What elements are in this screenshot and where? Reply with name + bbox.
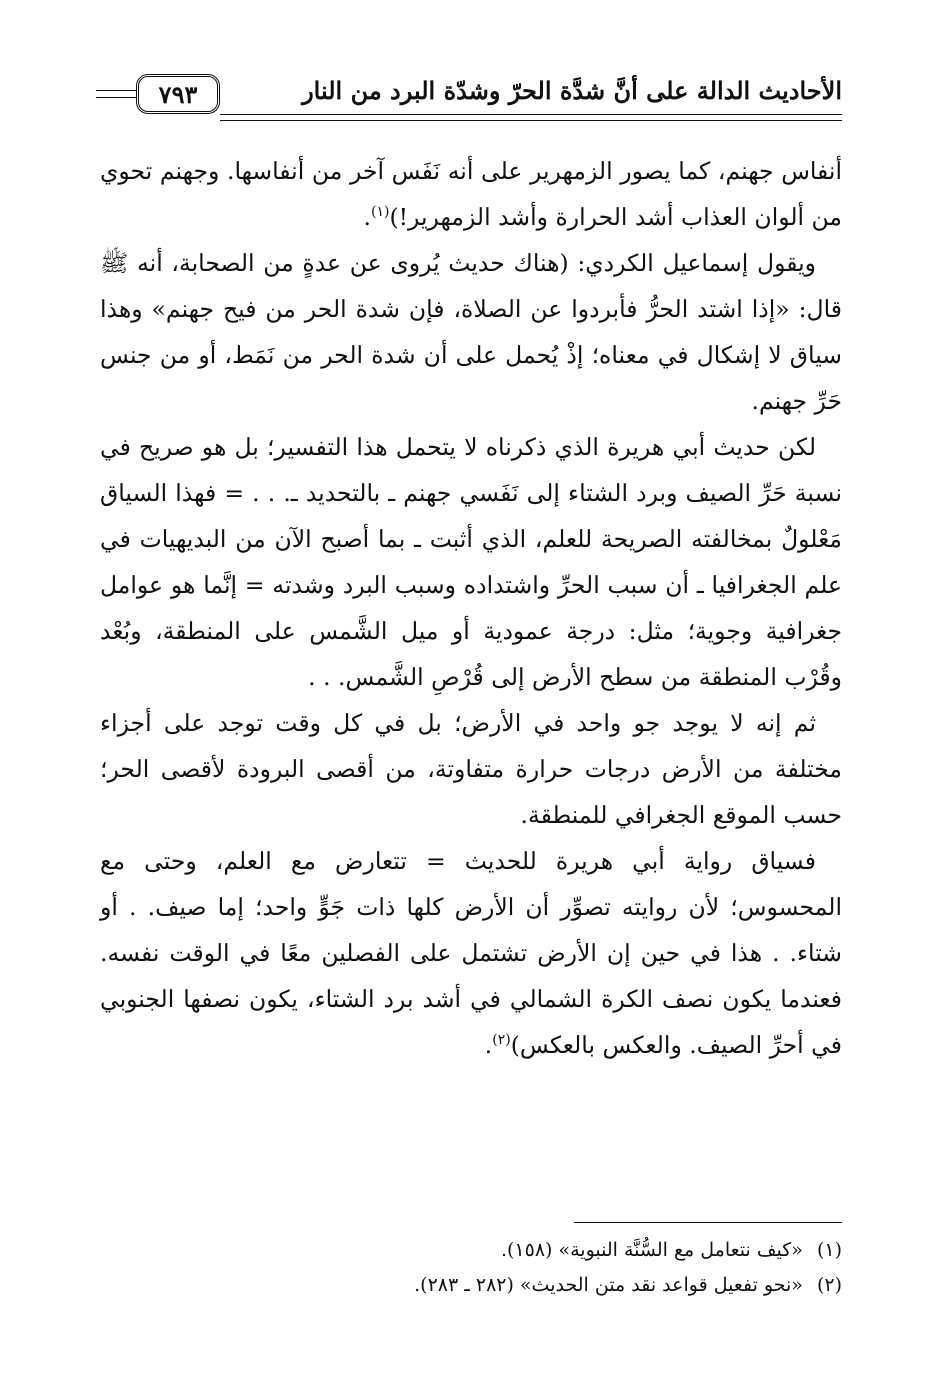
paragraph-5-text: فسياق رواية أبي هريرة للحديث = تتعارض مع العلم، وحتى مع المحسوس؛ لأن روايته تصوِّر أن الأرض كلها ذات جَوٍّ واحد؛ إما صيف. . أو شتاء. . هذا في حين إن الأرض تشتمل على الفصلين معًا في الوقت نفسه. فعندما يكون نصف الكرة الشمالي في أشد برد الشتاء، يكون نصفها الجنوبي في أحرِّ الصيف. والعكس بالعكس) (100, 847, 842, 1059)
footnote-1-text: «كيف نتعامل مع السُّنَّة النبوية» (١٥٨). (500, 1239, 803, 1261)
footnote-2-number: (٢) (816, 1274, 842, 1296)
paragraph-1 (100, 148, 842, 240)
running-header (96, 68, 842, 128)
footnote-2 (100, 1268, 842, 1303)
page-number-text: ٧٩٣ (158, 79, 198, 109)
paragraph-5 (100, 838, 842, 1068)
footnote-1-number: (١) (816, 1239, 842, 1261)
footnote-ref-1: (١) (370, 204, 390, 221)
paragraph-1-text: أنفاس جهنم، كما يصور الزمهرير على أنه نَفَس آخر من أنفاسها. وجهنم تحوي من ألوان العذاب أشد الحرارة وأشد الزمهرير!) (100, 157, 842, 231)
header-rule (220, 114, 842, 121)
page-number (136, 74, 220, 114)
body-text (100, 148, 842, 1068)
paragraph-3: لكن حديث أبي هريرة الذي ذكرناه لا يتحمل هذا التفسير؛ بل هو صريح في نسبة حَرِّ الصيف وبرد الشتاء إلى نَفَسي جهنم ـ بالتحديد ـ. . . = فهذا السياق مَعْلولٌ بمخالفته الصريحة للعلم، الذي أثبت ـ بما أصبح الآن من البديهيات في علم الجغرافيا ـ أن سبب الحرِّ واشتداده وسبب البرد وشدته = إنَّما هو عوامل جغرافية وجوية؛ مثل: درجة عمودية أو ميل الشَّمس على المنطقة، وبُعْد وقُرْب المنطقة من سطح الأرض إلى قُرْصِ الشَّمس. . . (100, 433, 842, 691)
paragraph-1-end: . (363, 203, 371, 231)
paragraph-2: ويقول إسماعيل الكردي: (هناك حديث يُروى عن عدةٍ من الصحابة، أنه ﷺ قال: «إذا اشتد الحرُّ فأبردوا عن الصلاة، فإن شدة الحر من فيح جهنم» وهذا سياق لا إشكال في معناه؛ إذْ يُحمل على أن شدة الحر من نَمَط، أو من جنس حَرِّ جهنم. (100, 249, 842, 415)
footnote-separator (574, 1222, 842, 1223)
footnotes (100, 1233, 842, 1303)
running-title: الأحاديث الدالة على أنَّ شدَّة الحرّ وشدّة البرد من النار (302, 76, 842, 105)
paragraph-5-end: . (484, 1031, 493, 1059)
footnote-2-text: «نحو تفعيل قواعد نقد متن الحديث» (٢٨٢ ـ ٢٨٣). (414, 1274, 803, 1296)
footnote-ref-2: (٢) (492, 1032, 511, 1049)
header-rule-left (96, 90, 136, 98)
footnote-1 (100, 1233, 842, 1268)
paragraph-4: ثم إنه لا يوجد جو واحد في الأرض؛ بل في كل وقت توجد على أجزاء مختلفة من الأرض درجات حرارة متفاوتة، من أقصى البرودة لأقصى الحر؛ حسب الموقع الجغرافي للمنطقة. (100, 709, 842, 829)
